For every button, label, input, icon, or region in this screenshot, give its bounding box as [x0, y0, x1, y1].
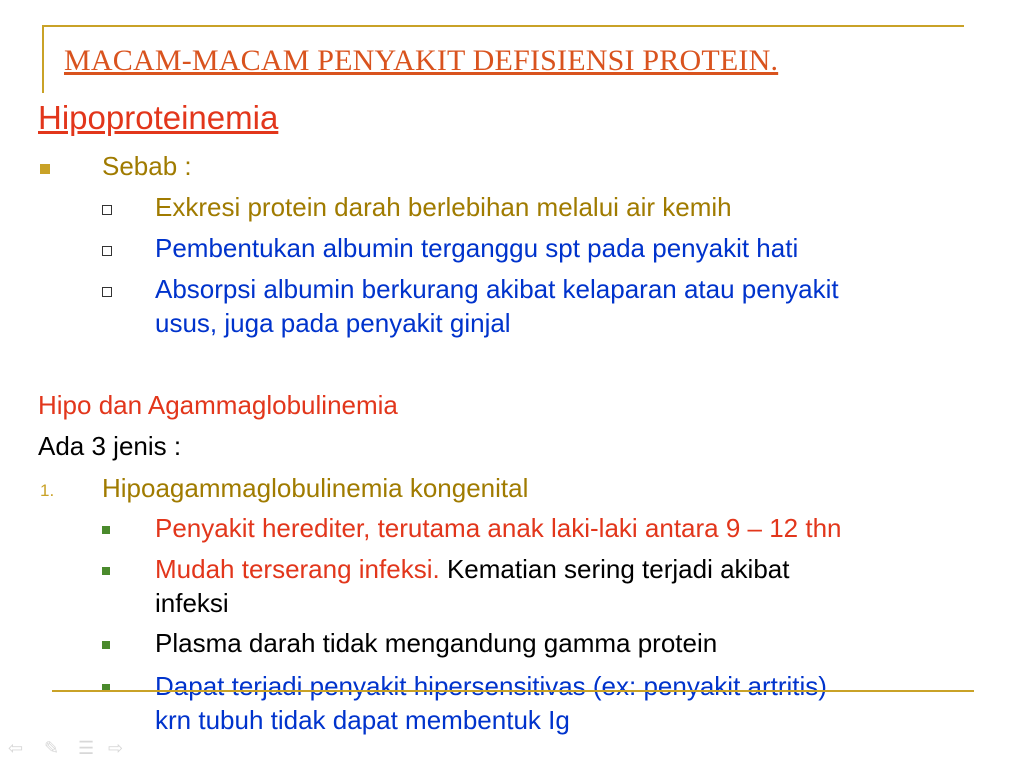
- section2-heading: Hipo dan Agammaglobulinemia: [38, 390, 398, 420]
- bottom-divider: [52, 690, 974, 692]
- bullet-square-icon: [102, 526, 110, 534]
- frame-left-line: [42, 25, 44, 93]
- bullet-square-icon: [102, 641, 110, 649]
- cause-label: Sebab :: [102, 151, 192, 181]
- section2-intro: Ada 3 jenis :: [38, 431, 182, 461]
- prev-arrow-icon[interactable]: ⇦: [8, 738, 24, 758]
- cause-item-continued: usus, juga pada penyakit ginjal: [155, 308, 511, 338]
- cause-item: Pembentukan albumin terganggu spt pada penyakit hati: [155, 233, 799, 263]
- slide-title: MACAM-MACAM PENYAKIT DEFISIENSI PROTEIN.: [64, 44, 779, 77]
- point-text: [155, 553, 789, 585]
- cause-item: Exkresi protein darah berlebihan melalui air kemih: [155, 192, 732, 222]
- point-text-black: Kematian sering terjadi akibat: [439, 554, 790, 584]
- bullet-square-icon: [40, 164, 50, 174]
- menu-icon[interactable]: ☰: [78, 738, 95, 758]
- point-text-continued: krn tubuh tidak dapat membentuk Ig: [155, 705, 570, 735]
- checkbox-bullet-icon: [102, 287, 112, 297]
- cause-item: Absorpsi albumin berkurang akibat kelaparan atau penyakit: [155, 274, 839, 304]
- point-text-continued: infeksi: [155, 588, 229, 618]
- section1-heading: Hipoproteinemia: [38, 99, 279, 136]
- checkbox-bullet-icon: [102, 205, 112, 215]
- point-text: Plasma darah tidak mengandung gamma protein: [155, 628, 718, 658]
- point-text: Dapat terjadi penyakit hipersensitivas (ex: penyakit artritis): [155, 671, 827, 701]
- point-text-red: Mudah terserang infeksi.: [155, 554, 440, 584]
- item-number: 1.: [40, 481, 55, 500]
- pen-icon[interactable]: ✎: [44, 738, 60, 758]
- point-text: Penyakit herediter, terutama anak laki-laki antara 9 – 12 thn: [155, 513, 842, 543]
- next-arrow-icon[interactable]: ⇨: [108, 738, 124, 758]
- bullet-square-icon: [102, 567, 110, 575]
- checkbox-bullet-icon: [102, 246, 112, 256]
- item-title: Hipoagammaglobulinemia kongenital: [102, 473, 529, 503]
- frame-top-line: [42, 25, 964, 27]
